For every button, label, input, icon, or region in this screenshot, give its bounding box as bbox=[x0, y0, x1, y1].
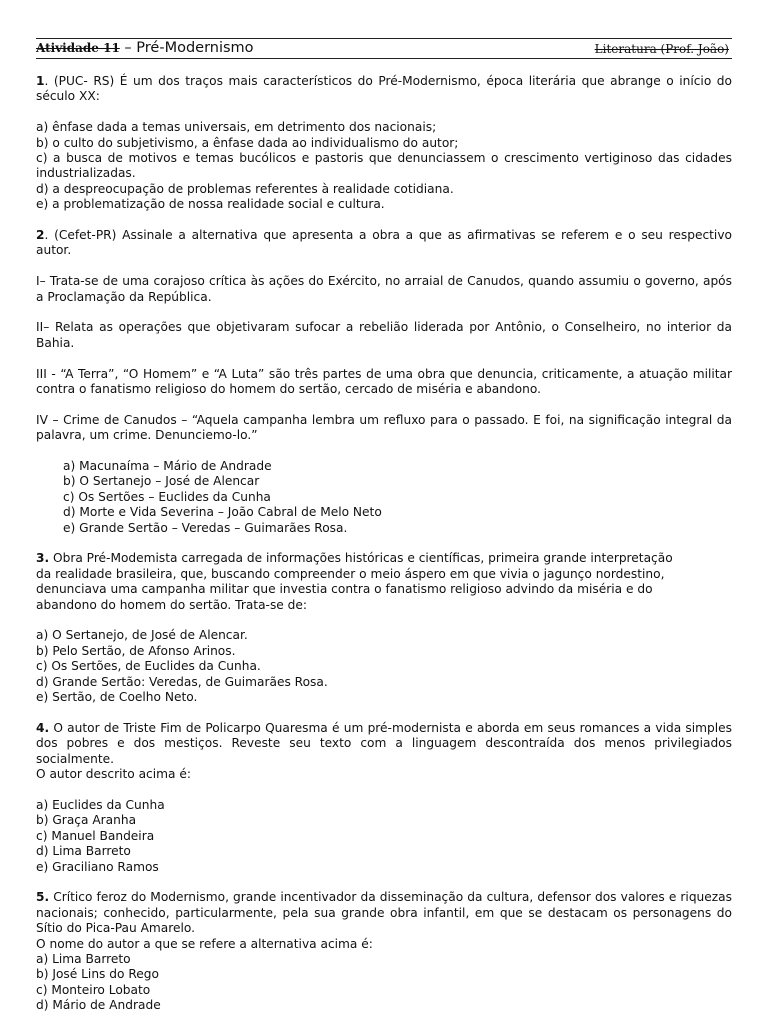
question-3 bbox=[36, 551, 732, 613]
option: a) Euclides da Cunha bbox=[36, 797, 165, 812]
question-2 bbox=[36, 228, 732, 259]
topic-title: Pré-Modernismo bbox=[136, 40, 254, 56]
question-text: O autor de Triste Fim de Policarpo Quaresma é um pré-modernista e aborda em seus romances a vida simples dos pobres e dos mestiços. Reveste seu texto com a linguagem descontraída dos menos privilegiados socialmente. bbox=[36, 720, 732, 766]
question-number: 2 bbox=[36, 228, 45, 243]
question-text: . (Cefet-PR) Assinale a alternativa que apresenta a obra a que as afirmativas se referem e o seu respectivo autor. bbox=[36, 228, 732, 258]
option: e) a problematização de nossa realidade social e cultura. bbox=[36, 197, 385, 212]
option: c) Os Sertões, de Euclides da Cunha. bbox=[36, 659, 261, 674]
statement-item: II– Relata as operações que objetivaram sufocar a rebelião liderada por Antônio, o Conselheiro, no interior da Bahia. bbox=[36, 320, 732, 350]
question-prompt: O autor descrito acima é: bbox=[36, 767, 191, 782]
option: a) Macunaíma – Mário de Andrade bbox=[63, 459, 272, 474]
option: d) Lima Barreto bbox=[36, 844, 131, 859]
activity-label: Atividade 11 bbox=[36, 41, 120, 55]
option: e) Sertão, de Coelho Neto. bbox=[36, 690, 198, 705]
question-4 bbox=[36, 721, 732, 767]
question-text: Crítico feroz do Modernismo, grande incentivador da disseminação da cultura, defensor dos valores e riquezas nacionais; conhecido, particularmente, pela sua grande obra infantil, em que se destacam os personagens do Sítio do Pica-Pau Amarelo. bbox=[36, 890, 732, 936]
option: a) ênfase dada a temas universais, em detrimento dos nacionais; bbox=[36, 120, 437, 135]
option: a) Lima Barreto bbox=[36, 951, 131, 966]
page-header bbox=[36, 38, 732, 59]
question-text: . (PUC- RS) É um dos traços mais característicos do Pré-Modernismo, época literária que abrange o início do século XX: bbox=[36, 74, 732, 104]
option: b) Graça Aranha bbox=[36, 813, 137, 828]
question-number: 5. bbox=[36, 890, 50, 905]
question-prompt: O nome do autor a que se refere a alternativa acima é: bbox=[36, 936, 373, 951]
option: c) Monteiro Lobato bbox=[36, 982, 151, 997]
document-body bbox=[36, 74, 732, 1024]
option: b) o culto do subjetivismo, a ênfase dada ao individualismo do autor; bbox=[36, 135, 459, 150]
course-label: Literatura (Prof. João) bbox=[594, 42, 729, 56]
header-dash: – bbox=[119, 40, 137, 56]
question-number: 4. bbox=[36, 720, 50, 735]
header-left bbox=[36, 40, 254, 56]
option: d) Grande Sertão: Veredas, de Guimarães Rosa. bbox=[36, 674, 328, 689]
option: b) Pelo Sertão, de Afonso Arinos. bbox=[36, 643, 236, 658]
option: d) Mário de Andrade bbox=[36, 998, 161, 1013]
question-5 bbox=[36, 890, 732, 936]
question-1 bbox=[36, 74, 732, 105]
option: b) O Sertanejo – José de Alencar bbox=[63, 474, 260, 489]
question-number: 3. bbox=[36, 551, 50, 566]
question-text-line: abandono do homem do sertão. Trata-se de: bbox=[36, 597, 308, 612]
question-2-options bbox=[36, 459, 732, 536]
question-text-line: denunciava uma campanha militar que investia contra o fanatismo religioso advindo da miséria e do bbox=[36, 582, 653, 597]
option: d) a despreocupação de problemas referentes à realidade cotidiana. bbox=[36, 181, 454, 196]
statement-item: I– Trata-se de uma corajoso crítica às ações do Exército, no arraial de Canudos, quando assumiu o governo, após a Proclamação da República. bbox=[36, 274, 732, 304]
question-number: 1 bbox=[36, 74, 45, 88]
question-1-options bbox=[36, 120, 732, 212]
option: e) Grande Sertão – Veredas – Guimarães Rosa. bbox=[63, 520, 348, 535]
option: e) Graciliano Ramos bbox=[36, 859, 159, 874]
question-5-options bbox=[36, 937, 732, 1014]
option: c) a busca de motivos e temas bucólicos e pastoris que denunciassem o crescimento vertiginoso das cidades industrializadas. bbox=[36, 151, 732, 181]
option: a) O Sertanejo, de José de Alencar. bbox=[36, 628, 248, 643]
option: b) José Lins do Rego bbox=[36, 967, 159, 982]
option: c) Manuel Bandeira bbox=[36, 828, 155, 843]
option: c) Os Sertões – Euclides da Cunha bbox=[63, 489, 271, 504]
statement-item: IV – Crime de Canudos – “Aquela campanha lembra um refluxo para o passado. E foi, na significação integral da palavra, um crime. Denunciemo-lo.” bbox=[36, 412, 732, 443]
statement-item: III - “A Terra”, “O Homem” e “A Luta” são três partes de uma obra que denuncia, criticamente, a atuação militar contra o fanatismo religioso do homem do sertão, cercado de miséria e abandono. bbox=[36, 366, 732, 397]
question-4-options bbox=[36, 798, 732, 875]
option: d) Morte e Vida Severina – João Cabral de Melo Neto bbox=[63, 505, 382, 520]
question-text-line: da realidade brasileira, que, buscando compreender o meio áspero em que vivia o jagunço nordestino, bbox=[36, 566, 665, 581]
question-3-options bbox=[36, 628, 732, 705]
question-text-line: Obra Pré-Modemista carregada de informações históricas e científicas, primeira grande interpretação bbox=[49, 551, 673, 566]
